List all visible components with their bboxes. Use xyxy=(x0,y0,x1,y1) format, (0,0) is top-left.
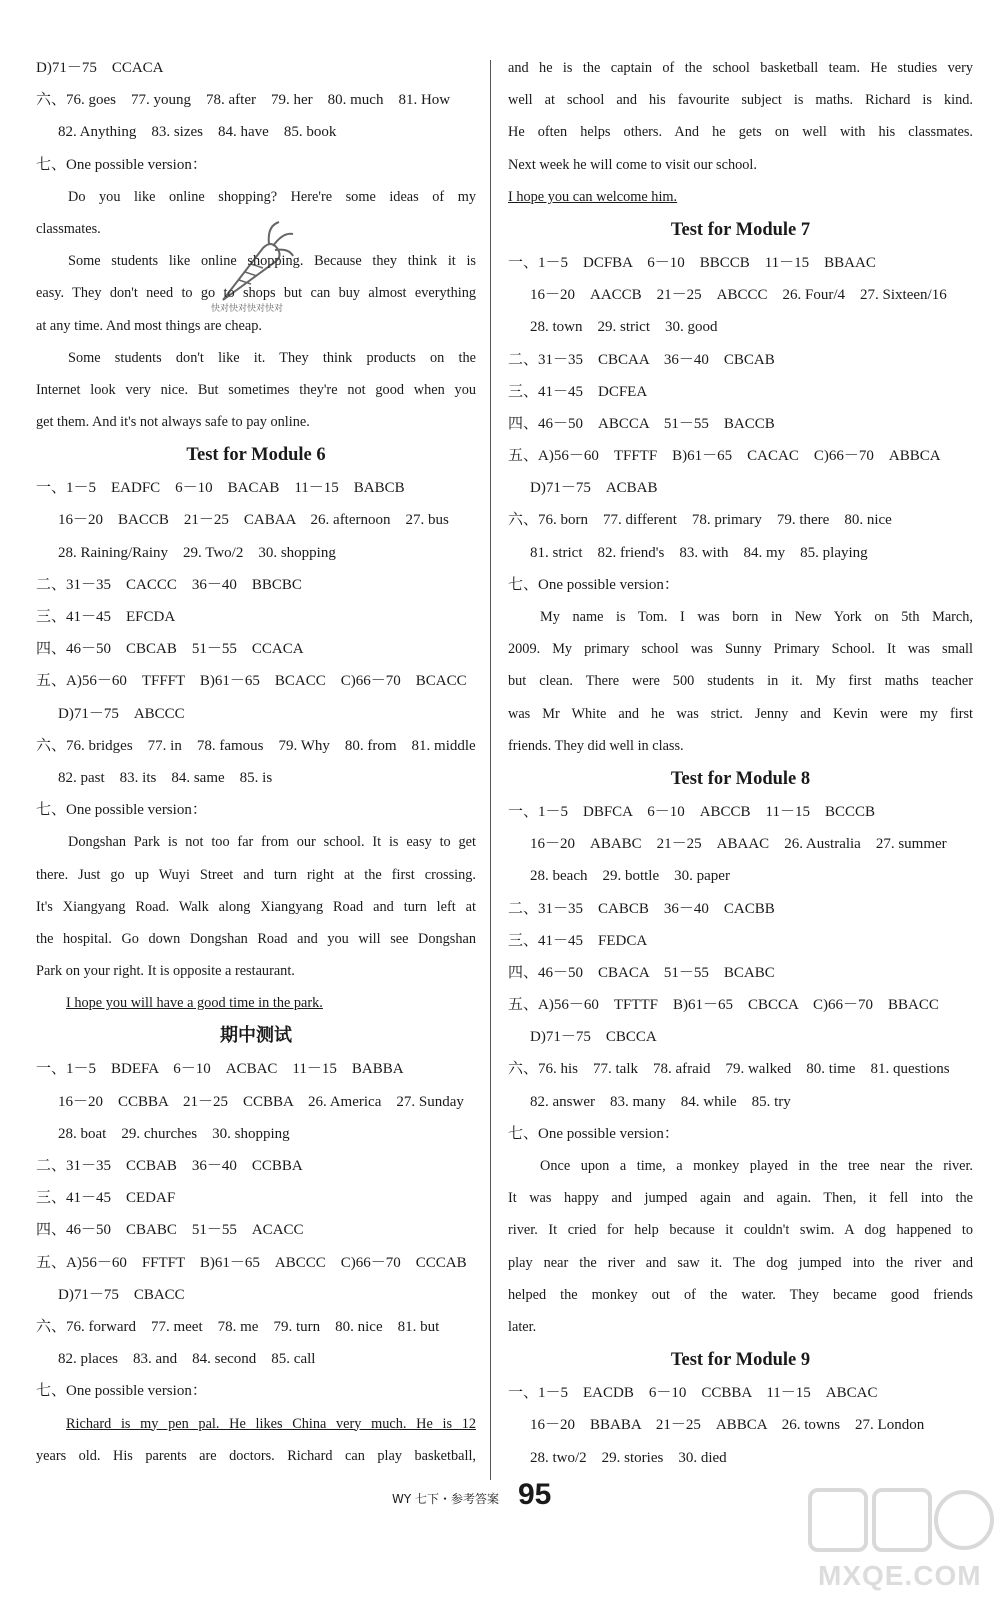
answer-line: 三、41－45 FEDCA xyxy=(508,932,648,949)
answer-line: 82. past 83. its 84. same 85. is xyxy=(58,769,273,786)
answer-line: 82. Anything 83. sizes 84. have 85. book xyxy=(58,124,337,141)
essay-line: play near the river and saw it. The dog jumped into the river and xyxy=(508,1254,973,1271)
section-title-module-7: Test for Module 7 xyxy=(670,219,811,240)
watermark-text: MXQE.COM xyxy=(818,1560,982,1591)
essay-line: later. xyxy=(508,1318,537,1335)
answer-line: 16－20 ABABC 21－25 ABAAC 26. Australia 27. summer xyxy=(530,836,947,853)
essay-line: Do you like online shopping? Here're some ideas of my xyxy=(68,188,476,205)
essay-line: My name is Tom. I was born in New York on 5th March, xyxy=(540,609,973,625)
answer-line: 二、31－35 CABCB 36－40 CACBB xyxy=(508,900,775,917)
page-number: 95 xyxy=(518,1478,552,1511)
right-column xyxy=(508,52,973,1474)
answer-line: 七、One possible version： xyxy=(36,156,207,173)
essay-line xyxy=(36,987,476,1019)
answer-line: 七、One possible version： xyxy=(36,802,207,819)
answer-line: 三、41－45 CEDAF xyxy=(36,1190,176,1207)
answer-line: D)71－75 CBCCA xyxy=(530,1029,657,1046)
underlined-sentence: I hope you can welcome him. xyxy=(508,188,678,205)
essay-line: there. Just go up Wuyi Street and turn right at the first crossing. xyxy=(36,866,476,883)
section-title-module-9: Test for Module 9 xyxy=(670,1350,811,1371)
answer-line: 七、One possible version： xyxy=(508,576,679,593)
essay-line: the hospital. Go down Dongshan Road and you will see Dongshan xyxy=(36,930,476,947)
essay-line: years old. His parents are doctors. Richard can play basketball, xyxy=(36,1447,476,1464)
essay-line: river. It cried for help because it couldn't swim. A dog happened to xyxy=(508,1222,973,1239)
essay-line: Some students don't like it. They think products on the xyxy=(68,349,476,366)
answer-line: 六、76. born 77. different 78. primary 79. there 80. nice xyxy=(508,512,892,529)
column-divider xyxy=(490,60,491,1480)
answer-line: 82. answer 83. many 84. while 85. try xyxy=(530,1093,791,1110)
essay-line: but clean. There were 500 students in it. My first maths teacher xyxy=(508,673,973,690)
essay-line: and he is the captain of the school basketball team. He studies very xyxy=(508,60,973,76)
answer-line: 28. Raining/Rainy 29. Two/2 30. shopping xyxy=(58,544,336,561)
answer-line: D)71－75 ACBAB xyxy=(530,480,658,497)
carrot-stamp-icon xyxy=(205,218,295,338)
essay-line: classmates. xyxy=(36,220,101,237)
watermark-logo xyxy=(806,1484,996,1594)
answer-line: 82. places 83. and 84. second 85. call xyxy=(58,1351,316,1368)
answer-line: 四、46－50 CBACA 51－55 BCABC xyxy=(508,964,775,981)
essay-line: at any time. And most things are cheap. xyxy=(36,317,262,334)
essay-line: Dongshan Park is not too far from our school. It is easy to get xyxy=(68,834,476,851)
answer-line: 16－20 CCBBA 21－25 CCBBA 26. America 27. Sunday xyxy=(58,1093,464,1110)
answer-line: 二、31－35 CCBAB 36－40 CCBBA xyxy=(36,1158,303,1174)
answer-line: D)71－75 CBACC xyxy=(58,1286,185,1303)
answer-line: 七、One possible version： xyxy=(508,1125,679,1142)
answer-line: 28. boat 29. churches 30. shopping xyxy=(58,1125,290,1142)
essay-line: Next week he will come to visit our school. xyxy=(508,156,757,173)
essay-line: It was happy and jumped again and again. Then, it fell into the xyxy=(508,1190,973,1207)
answer-line: 16－20 BACCB 21－25 CABAA 26. afternoon 27. bus xyxy=(58,512,449,529)
essay-line: Internet look very nice. But sometimes they're not good when you xyxy=(36,381,476,398)
answer-line: 七、One possible version： xyxy=(36,1383,207,1400)
section-title-midterm: 期中测试 xyxy=(220,1025,292,1047)
essay-line: Park on your right. It is opposite a restaurant. xyxy=(36,963,295,980)
underlined-sentence: I hope you will have a good time in the park. xyxy=(66,995,323,1012)
essay-line: helped the monkey out of the water. They became good friends xyxy=(508,1286,973,1303)
stamp-text: 快对快对快对快对 xyxy=(211,304,284,314)
section-title-module-6: Test for Module 6 xyxy=(186,445,326,466)
essay-line: It's Xiangyang Road. Walk along Xiangyang Road and turn left at xyxy=(36,898,476,915)
answer-line: 五、A)56－60 TFTTF B)61－65 CBCCA C)66－70 BBACC xyxy=(508,997,939,1014)
essay-line: Some students like online shopping. Because they think it is xyxy=(68,253,476,270)
essay-line: 2009. My primary school was Sunny Primary School. It was small xyxy=(508,641,973,658)
essay-line: He often helps others. And he gets on well with his classmates. xyxy=(508,124,973,141)
answer-line: 五、A)56－60 TFFFT B)61－65 BCACC C)66－70 BCACC xyxy=(36,673,467,690)
answer-line: 三、41－45 EFCDA xyxy=(36,609,176,625)
answer-line: 一、1－5 EADFC 6－10 BACAB 11－15 BABCB xyxy=(36,480,405,497)
answer-line: 一、1－5 DBFCA 6－10 ABCCB 11－15 BCCCB xyxy=(508,803,876,820)
essay-line: well at school and his favourite subject is maths. Richard is kind. xyxy=(508,92,973,109)
answer-line: 四、46－50 CBCAB 51－55 CCACA xyxy=(36,641,304,658)
essay-line: easy. They don't need to go to shops but can buy almost everything xyxy=(36,285,476,302)
answer-line: 28. beach 29. bottle 30. paper xyxy=(530,868,730,885)
answer-line: 二、31－35 CACCC 36－40 BBCBC xyxy=(36,576,302,593)
essay-line: was Mr White and he was strict. Jenny and Kevin were my first xyxy=(508,705,973,722)
section-title-module-8: Test for Module 8 xyxy=(670,768,811,789)
answer-line: 四、46－50 CBABC 51－55 ACACC xyxy=(36,1222,304,1239)
answer-line: 一、1－5 EACDB 6－10 CCBBA 11－15 ABCAC xyxy=(508,1385,878,1402)
footer-label: WY 七下・参考答案 xyxy=(392,1492,500,1506)
answer-line: 28. two/2 29. stories 30. died xyxy=(530,1449,727,1466)
answer-line: 16－20 AACCB 21－25 ABCCC 26. Four/4 27. Sixteen/16 xyxy=(530,287,947,304)
essay-line: friends. They did well in class. xyxy=(508,737,684,754)
answer-line: 三、41－45 DCFEA xyxy=(508,383,648,400)
answer-line: 五、A)56－60 FFTFT B)61－65 ABCCC C)66－70 CCCAB xyxy=(36,1254,467,1271)
answer-line: 五、A)56－60 TFFTF B)61－65 CACAC C)66－70 ABBCA xyxy=(508,448,941,465)
answer-line: 二、31－35 CBCAA 36－40 CBCAB xyxy=(508,351,775,368)
answer-line: 一、1－5 BDEFA 6－10 ACBAC 11－15 BABBA xyxy=(36,1061,404,1078)
answer-line: 16－20 BBABA 21－25 ABBCA 26. towns 27. London xyxy=(530,1417,925,1434)
answer-line: D)71－75 CCACA xyxy=(36,60,164,76)
essay-line xyxy=(36,1408,476,1440)
underlined-sentence: Richard is my pen pal. He likes China very much. He is 12 xyxy=(66,1415,476,1432)
essay-line: Once upon a time, a monkey played in the tree near the river. xyxy=(540,1158,973,1174)
answer-line: 四、46－50 ABCCA 51－55 BACCB xyxy=(508,415,775,432)
answer-line: D)71－75 ABCCC xyxy=(58,705,185,722)
answer-line: 一、1－5 DCFBA 6－10 BBCCB 11－15 BBAAC xyxy=(508,254,876,271)
answer-line: 六、76. his 77. talk 78. afraid 79. walked 80. time 81. questions xyxy=(508,1061,950,1078)
answer-line: 28. town 29. strict 30. good xyxy=(530,319,718,336)
answer-line: 六、76. forward 77. meet 78. me 79. turn 80. nice 81. but xyxy=(36,1318,440,1335)
answer-line: 六、76. goes 77. young 78. after 79. her 80. much 81. How xyxy=(36,92,451,109)
answer-line: 六、76. bridges 77. in 78. famous 79. Why 80. from 81. middle xyxy=(36,737,476,754)
answer-line: 81. strict 82. friend's 83. with 84. my 85. playing xyxy=(530,544,868,561)
essay-line xyxy=(508,181,973,213)
essay-line: get them. And it's not always safe to pay online. xyxy=(36,414,310,431)
